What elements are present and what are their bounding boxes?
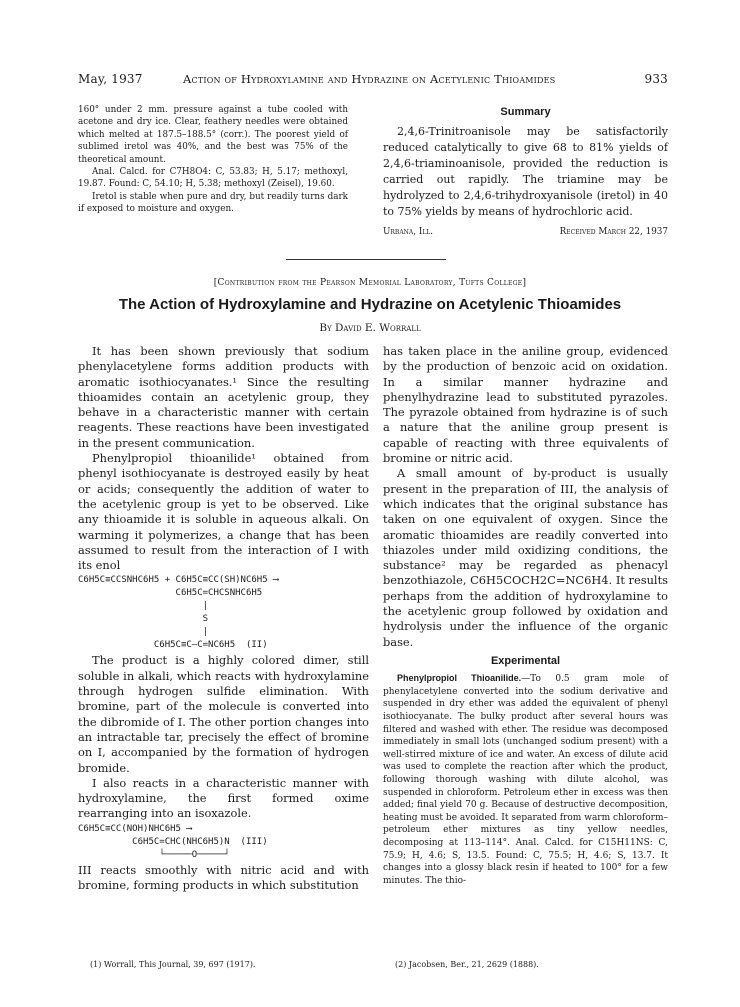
page-number: 933	[644, 72, 668, 86]
experimental-lead: Phenylpropiol Thioanilide.	[397, 673, 522, 684]
analysis-paragraph: Anal. Calcd. for C7H8O4: C, 53.83; H, 5.17; methoxyl, 19.87. Found: C, 54.10; H, 5.38; methoxyl (Zeisel), 19.60.	[78, 167, 348, 190]
summary-text: 2,4,6-Trinitroanisole may be satisfactorily reduced catalytically to give 68 to 81% yields of 2,4,6-triaminoanisole, provided the reduction is carried out rapidly. The triamine may be hydrolyzed to 2,4,6-trihydroxyanisole (iretol) in 40 to 75% yields by means of hydrochloric acid.	[383, 125, 668, 218]
footnote-2: (2) Jacobsen, Ber., 21, 2629 (1888).	[395, 960, 539, 969]
experimental-heading: Experimental	[490, 654, 561, 667]
dateline-received: Received March 22, 1937	[559, 227, 668, 237]
contribution-line: [Contribution from the Pearson Memorial Laboratory, Tufts College]	[213, 278, 527, 288]
reaction-formula-isoxazole: C6H5C≡CC(NOH)NHC6H5 ⟶ C6H5C=CHC(NHC6H5)N (III) └─────O─────┘	[78, 823, 268, 860]
paragraph: A small amount of by-product is usually present in the preparation of III, the analysis of which indicates that the original substance has taken on one equivalent of oxygen. Since the aromatic thioamides are readily converted into thiazoles under mild oxidizing conditions, the substance² may be regarded as phenacyl benzothiazole, C6H5COCH2C=NC6H4. It results perhaps from the addition of hydroxylamine to the acetylenic group followed by oxidation and hydrolysis under the influence of the organic base.	[383, 466, 668, 649]
left-column	[78, 344, 369, 893]
paragraph: Iretol is stable when pure and dry, but readily turns dark if exposed to moisture and oxygen.	[78, 191, 348, 215]
paragraph: III reacts smoothly with nitric acid and with bromine, forming products in which substitution	[78, 862, 369, 893]
paragraph: Phenylpropiol thioanilide¹ obtained from phenyl isothiocyanate is destroyed easily by heat or acids; consequently the addition of water to the acetylenic group is yet to be observed. Like any thioamide it is soluble in aqueous alkali. On warming it polymerizes, a change that has been assumed to result from the interaction of I with its enol	[78, 451, 369, 573]
paragraph: I also reacts in a characteristic manner with hydroxylamine, the first formed oxime rearranging into an isoxazole.	[78, 775, 369, 821]
paragraph: 160° under 2 mm. pressure against a tube cooled with acetone and dry ice. Clear, feathery needles were obtained which melted at 187.5–188.5° (corr.). The poorest yield of sublimed iretol was 40%, and the best was 75% of the theoretical amount.	[78, 105, 348, 165]
experimental-text: —To 0.5 gram mole of phenylacetylene converted into the sodium derivative and suspended in dry ether was added the equivalent of phenyl isothiocyanate. The bulky product after several hours was filtered and washed with ether. The residue was decomposed immediately in small lots (unchanged sodium present) with a well-stirred mixture of ice and water. An excess of dilute acid was used to complete the reaction after which the product, following thorough washing with dilute alcohol, was suspended in chloroform. Petroleum ether in excess was then added; final yield 70 g. Because of destructive decomposition, heating must be avoided. It separated from warm chloroform–petroleum ether mixtures as tiny yellow needles, decomposing at 113–114°. Anal. Calcd. for C15H11NS: C, 75.9; H, 4.6; S, 13.5. Found: C, 75.5; H, 4.6; S, 13.7. It changes into a glossy black resin if heated to 100° for a few minutes. The thio-	[383, 674, 668, 886]
paragraph: The product is a highly colored dimer, still soluble in alkali, which reacts with hydroxylamine through hydrogen sulfide elimination. With bromine, part of the molecule is converted into the dibromide of I. The other portion changes into an intractable tar, precisely the effect of bromine on I, accompanied by the formation of hydrogen bromide.	[78, 653, 369, 775]
running-head	[78, 72, 668, 88]
experimental-paragraph	[383, 672, 668, 887]
summary-heading: Summary	[500, 106, 551, 118]
right-column	[383, 344, 668, 887]
dateline	[383, 224, 668, 238]
footnote-1: (1) Worrall, This Journal, 39, 697 (1917).	[90, 960, 256, 969]
summary-section	[383, 104, 668, 238]
section-divider	[286, 259, 446, 260]
dateline-city: Urbana, Ill.	[383, 227, 434, 237]
running-head-title: Action of Hydroxylamine and Hydrazine on Acetylenic Thioamides	[183, 72, 556, 86]
paragraph: has taken place in the aniline group, evidenced by the production of benzoic acid on oxidation. In a similar manner hydrazine and phenylhydrazine lead to substituted pyrazoles. The pyrazole obtained from hydrazine is of such a nature that the aniline group present is capable of reacting with three equivalents of bromine or nitric acid.	[383, 344, 668, 466]
running-head-date: May, 1937	[78, 72, 143, 86]
byline: By David E. Worrall	[319, 322, 421, 334]
article-title: The Action of Hydroxylamine and Hydrazine on Acetylenic Thioamides	[118, 296, 622, 313]
reaction-formula-dimer: C6H5C≡CCSNHC6H5 + C6H5C≡CC(SH)NC6H5 ⟶ C6H5C=CHCSNHC6H5 | S | C6H5C≡C—C=NC6H5 (II)	[78, 575, 279, 651]
previous-article-end	[78, 104, 348, 216]
paragraph: It has been shown previously that sodium phenylacetylene forms addition products with aromatic isothiocyanates.¹ Since the resulting thioamides contain an acetylenic group, they behave in a characteristic manner with certain reagents. These reactions have been investigated in the present communication.	[78, 344, 369, 450]
